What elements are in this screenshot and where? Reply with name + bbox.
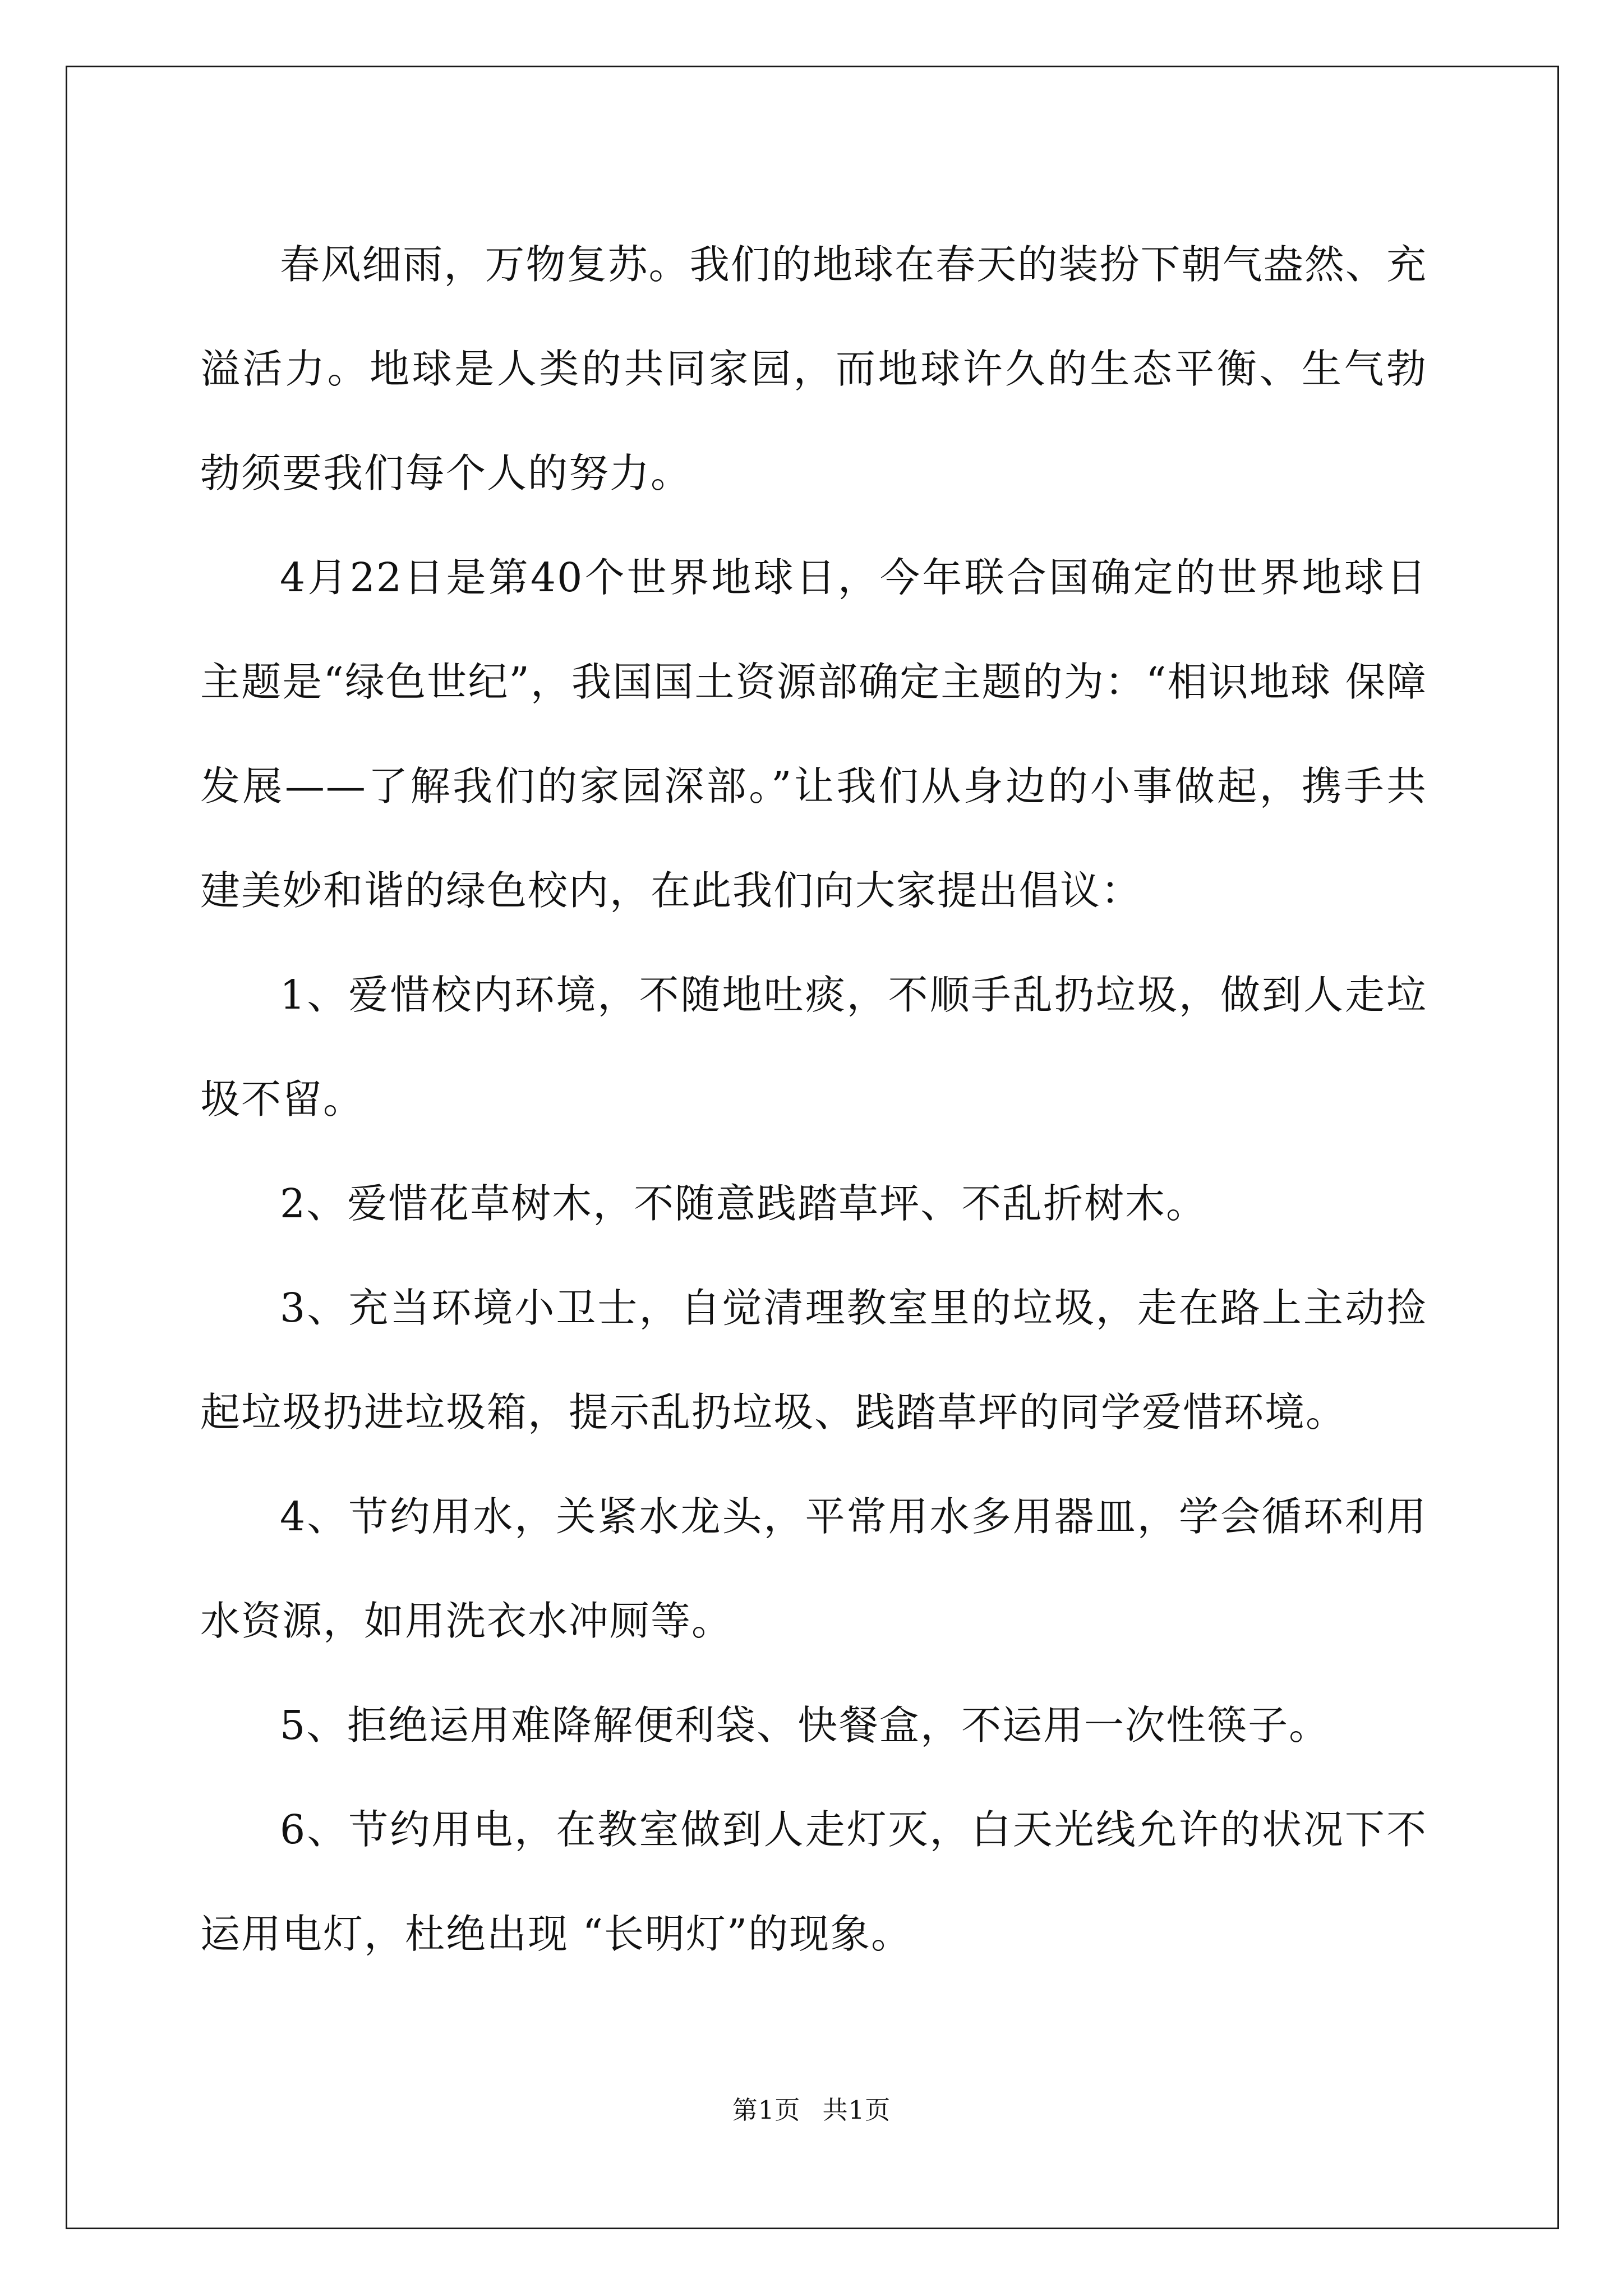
paragraph-earth-day: 4月22日是第40个世界地球日，今年联合国确定的世界地球日主题是“绿色世纪”，我国国土资源部确定主题的为：“相识地球 保障发展——了解我们的家园深部。”让我们从身边的小事做起，携手共建美妙和谐的绿色校内，在此我们向大家提出倡议： — [200, 554, 1427, 914]
list-item-4: 4、节约用水，关紧水龙头，平常用水多用器皿，学会循环利用水资源，如用洗衣水冲厕等。 — [200, 1493, 1427, 1644]
list-item-5: 5、拒绝运用难降解便利袋、快餐盒，不运用一次性筷子。 — [280, 1702, 1330, 1749]
list-item-3: 3、充当环境小卫士，自觉清理教室里的垃圾，走在路上主动捡起垃圾扔进垃圾箱，提示乱扔垃圾、践踏草坪的同学爱惜环境。 — [200, 1285, 1427, 1435]
list-item-2: 2、爱惜花草树木，不随意践踏草坪、不乱折树木。 — [280, 1180, 1207, 1227]
document-body — [200, 213, 1427, 1986]
list-item-1: 1、爱惜校内环境，不随地吐痰，不顺手乱扔垃圾，做到人走垃圾不留。 — [200, 972, 1427, 1122]
page-footer — [0, 2090, 1623, 2126]
page-number-total: 共1页 — [822, 2095, 891, 2125]
paragraph-intro: 春风细雨，万物复苏。我们的地球在春天的装扮下朝气盎然、充溢活力。地球是人类的共同家园，而地球许久的生态平衡、生气勃勃须要我们每个人的努力。 — [200, 241, 1427, 496]
page-number-current: 第1页 — [732, 2095, 801, 2125]
list-item-6: 6、节约用电，在教室做到人走灯灭，白天光线允许的状况下不运用电灯，杜绝出现 “长明灯”的现象。 — [200, 1806, 1427, 1957]
